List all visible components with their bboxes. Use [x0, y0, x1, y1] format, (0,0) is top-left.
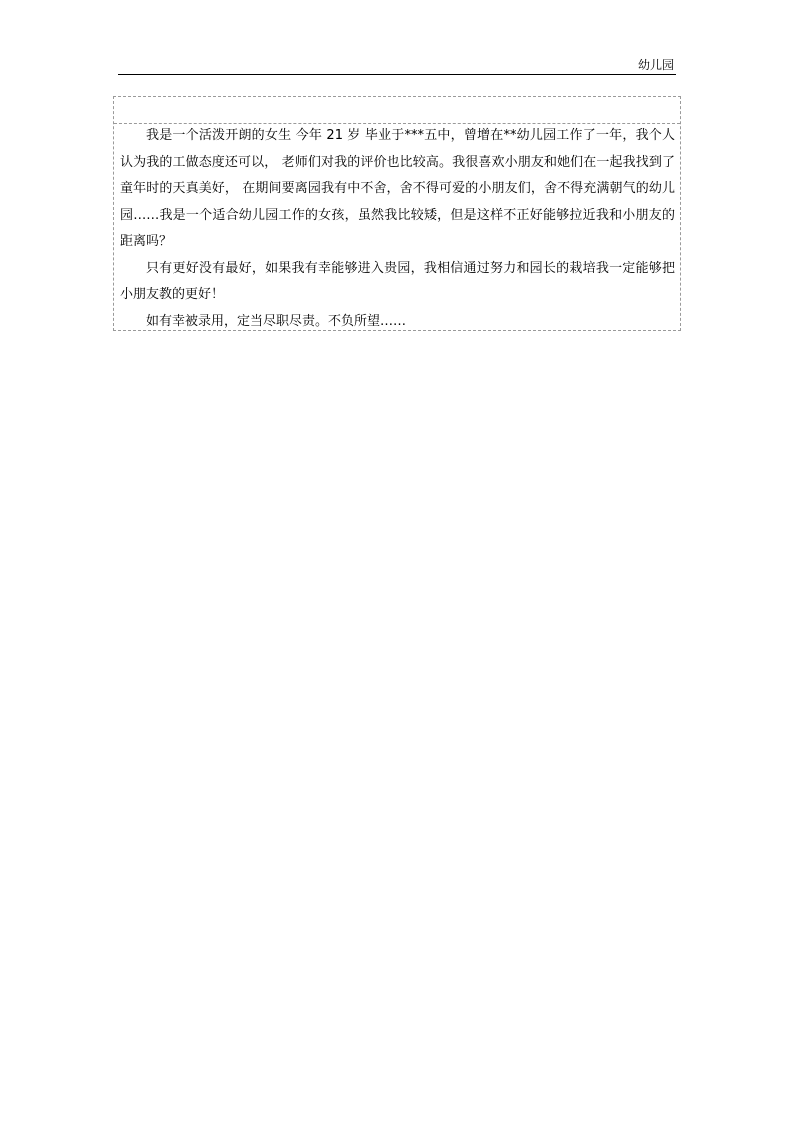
page-header	[118, 56, 676, 75]
paragraph-closing: 如有幸被录用，定当尽职尽责。不负所望……	[146, 313, 407, 329]
header-title: 幼儿园	[637, 58, 674, 72]
body-text	[120, 123, 675, 335]
paragraph-intro: 我是一个活泼开朗的女生 今年 21 岁 毕业于***五中，曾增在**幼儿园工作了一年，我个人认为我的工做态度还可以， 老师们对我的评价也比较高。我很喜欢小朋友和她们在一起我找到了童年时的天真美好， 在期间要离园我有中不舍，舍不得可爱的小朋友们，舍不得充满朝气的幼儿园……我是一个适合幼儿园工作的女孩，虽然我比较矮，但是这样不正好能够拉近我和小朋友的距离吗？	[120, 128, 675, 249]
content-frame	[113, 96, 681, 331]
paragraph-aspiration: 只有更好没有最好，如果我有幸能够进入贵园，我相信通过努力和园长的栽培我一定能够把小朋友教的更好！	[120, 260, 675, 302]
